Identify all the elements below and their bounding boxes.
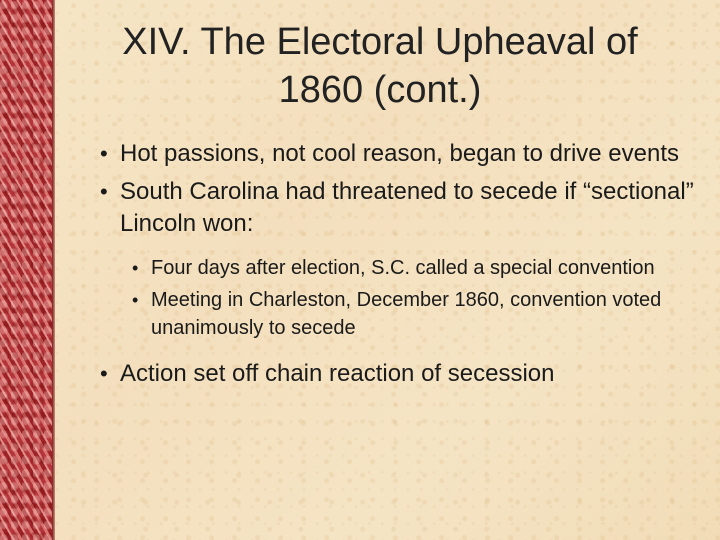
bullet-text: South Carolina had threatened to secede if “sectional” Lincoln won: bbox=[120, 178, 694, 237]
sub-bullet-text: Meeting in Charleston, December 1860, convention voted unanimously to secede bbox=[151, 289, 662, 339]
bullet-item bbox=[100, 176, 710, 240]
slide-content bbox=[100, 138, 710, 396]
bullet-item bbox=[100, 138, 710, 170]
bullet-dot: • bbox=[100, 141, 108, 166]
sub-bullet-text: Four days after election, S.C. called a special convention bbox=[151, 257, 655, 279]
title-line-2: 1860 (cont.) bbox=[278, 69, 482, 111]
bullet-dot: • bbox=[132, 290, 139, 310]
bullet-text: Hot passions, not cool reason, began to drive events bbox=[120, 140, 680, 167]
slide-title bbox=[70, 18, 690, 114]
sub-bullet-list bbox=[132, 254, 710, 342]
decorative-border bbox=[0, 0, 52, 540]
bullet-text: Action set off chain reaction of secession bbox=[120, 360, 555, 387]
sub-bullet-item bbox=[132, 254, 710, 282]
bullet-dot: • bbox=[100, 361, 108, 386]
bullet-dot: • bbox=[132, 258, 139, 278]
title-line-1: XIV. The Electoral Upheaval of bbox=[122, 21, 638, 63]
border-edge bbox=[52, 0, 55, 540]
bullet-item bbox=[100, 358, 710, 390]
sub-bullet-item bbox=[132, 286, 710, 342]
bullet-dot: • bbox=[100, 179, 108, 204]
